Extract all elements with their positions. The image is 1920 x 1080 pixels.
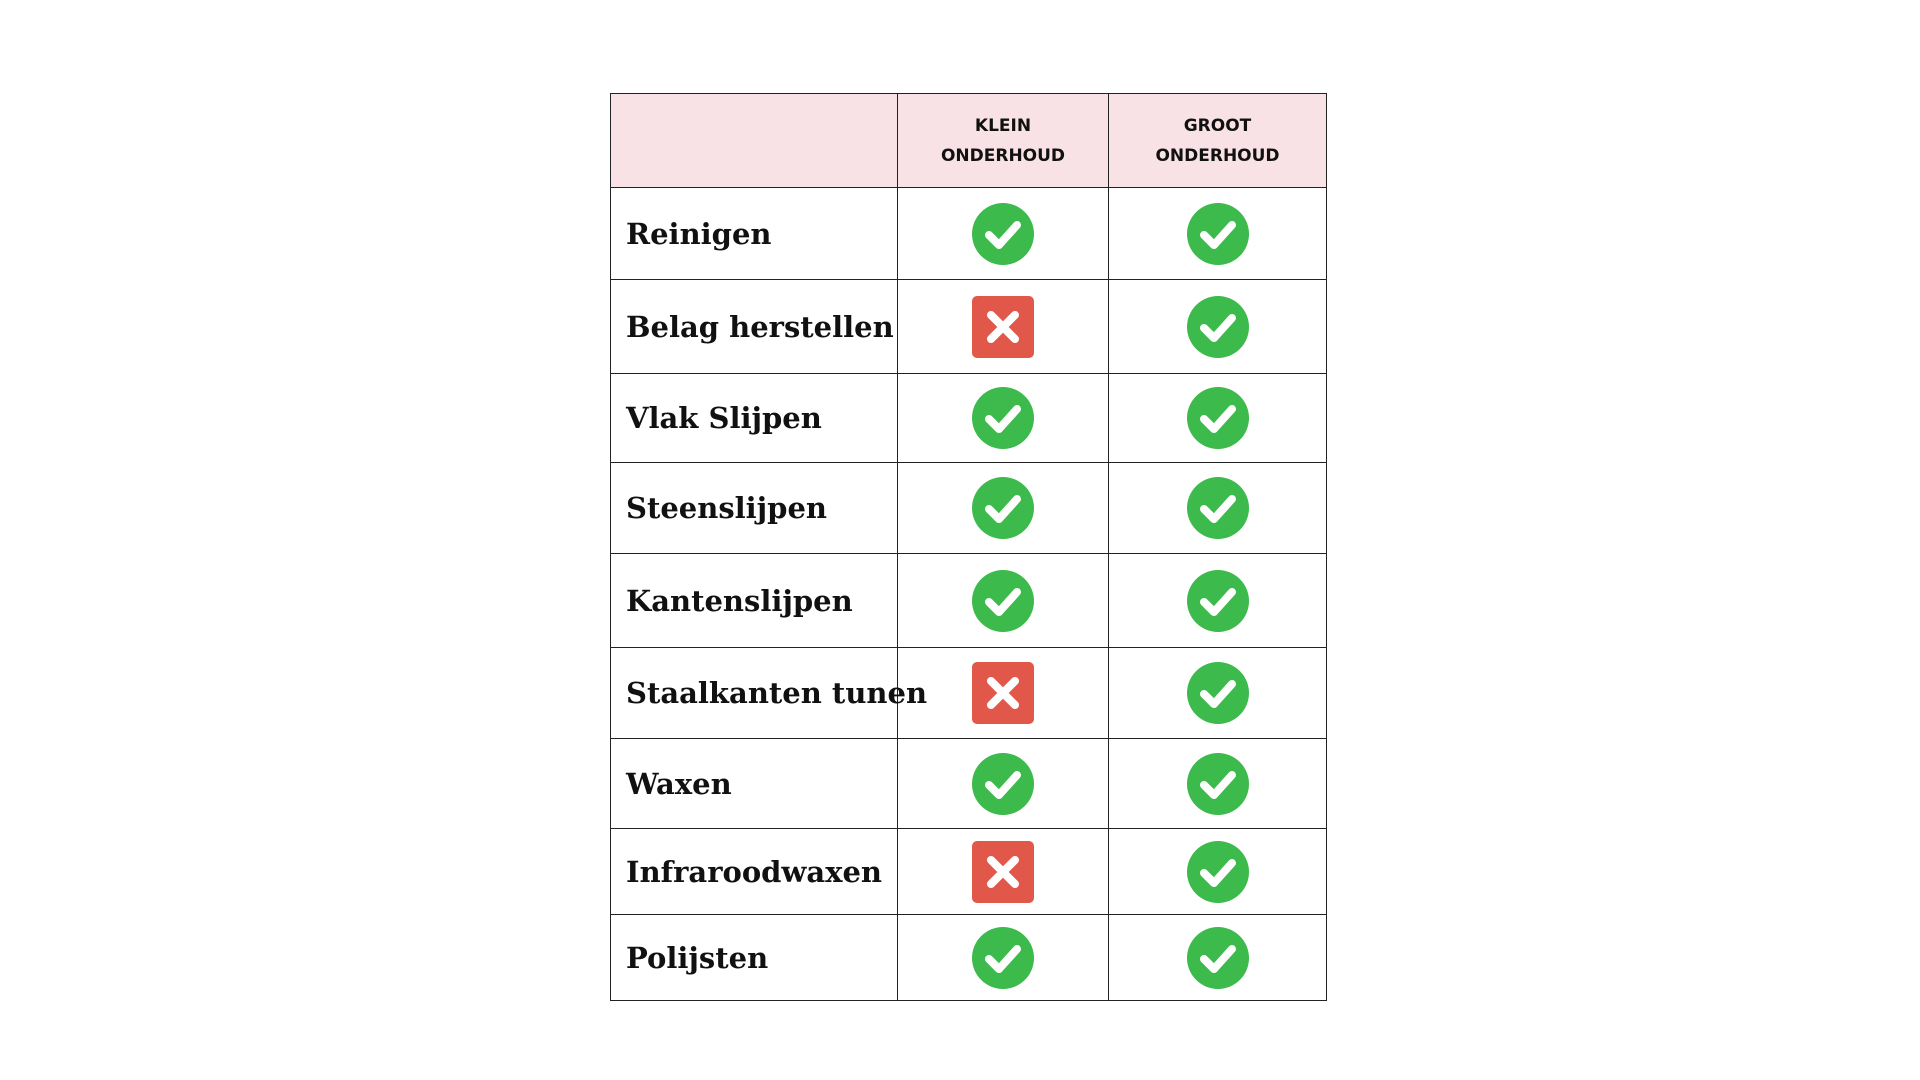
header-row xyxy=(611,94,1327,188)
table-row xyxy=(611,280,1327,374)
cell-klein-onderhoud xyxy=(898,280,1109,374)
cell-groot-onderhoud xyxy=(1109,915,1327,1001)
header-groot-line-2: ONDERHOUD xyxy=(1155,145,1280,166)
row-label: Vlak Slijpen xyxy=(611,374,898,463)
cell-klein-onderhoud xyxy=(898,188,1109,280)
table-row xyxy=(611,915,1327,1001)
header-klein-line-2: ONDERHOUD xyxy=(940,145,1066,166)
cell-groot-onderhoud xyxy=(1109,188,1327,280)
table-row xyxy=(611,829,1327,915)
header-groot-onderhoud xyxy=(1109,94,1327,188)
table-row xyxy=(611,648,1327,739)
cell-klein-onderhoud xyxy=(898,463,1109,554)
check-circle-icon xyxy=(1186,476,1250,540)
row-label: Waxen xyxy=(611,739,898,829)
header-klein-line-1: KLEIN xyxy=(974,115,1032,136)
check-circle-icon xyxy=(1186,202,1250,266)
check-circle-icon xyxy=(971,202,1035,266)
check-circle-icon xyxy=(971,476,1035,540)
cell-klein-onderhoud xyxy=(898,554,1109,648)
row-label: Polijsten xyxy=(611,915,898,1001)
table-row xyxy=(611,554,1327,648)
cell-groot-onderhoud xyxy=(1109,280,1327,374)
header-groot-line-1: GROOT xyxy=(1183,115,1252,136)
cell-klein-onderhoud xyxy=(898,648,1109,739)
check-circle-icon xyxy=(1186,569,1250,633)
check-circle-icon xyxy=(1186,752,1250,816)
table-row xyxy=(611,463,1327,554)
cell-groot-onderhoud xyxy=(1109,648,1327,739)
cross-square-icon xyxy=(972,662,1034,724)
check-circle-icon xyxy=(1186,386,1250,450)
cross-square-icon xyxy=(972,841,1034,903)
check-circle-icon xyxy=(1186,840,1250,904)
check-circle-icon xyxy=(1186,661,1250,725)
table-row xyxy=(611,739,1327,829)
cell-groot-onderhoud xyxy=(1109,739,1327,829)
check-circle-icon xyxy=(971,386,1035,450)
row-label: Steenslijpen xyxy=(611,463,898,554)
row-label: Staalkanten tunen xyxy=(611,648,898,739)
comparison-table xyxy=(610,93,1327,1001)
header-empty-cell xyxy=(611,94,898,188)
cell-klein-onderhoud xyxy=(898,915,1109,1001)
table-row xyxy=(611,188,1327,280)
check-circle-icon xyxy=(1186,926,1250,990)
header-klein-onderhoud xyxy=(898,94,1109,188)
row-label: Kantenslijpen xyxy=(611,554,898,648)
row-label: Infraroodwaxen xyxy=(611,829,898,915)
check-circle-icon xyxy=(971,752,1035,816)
cell-klein-onderhoud xyxy=(898,829,1109,915)
row-label: Reinigen xyxy=(611,188,898,280)
table-row xyxy=(611,374,1327,463)
cell-groot-onderhoud xyxy=(1109,554,1327,648)
check-circle-icon xyxy=(971,569,1035,633)
cell-groot-onderhoud xyxy=(1109,374,1327,463)
cell-groot-onderhoud xyxy=(1109,463,1327,554)
check-circle-icon xyxy=(1186,295,1250,359)
cell-klein-onderhoud xyxy=(898,374,1109,463)
cross-square-icon xyxy=(972,296,1034,358)
row-label: Belag herstellen xyxy=(611,280,898,374)
cell-groot-onderhoud xyxy=(1109,829,1327,915)
cell-klein-onderhoud xyxy=(898,739,1109,829)
check-circle-icon xyxy=(971,926,1035,990)
table-body xyxy=(611,188,1327,1001)
